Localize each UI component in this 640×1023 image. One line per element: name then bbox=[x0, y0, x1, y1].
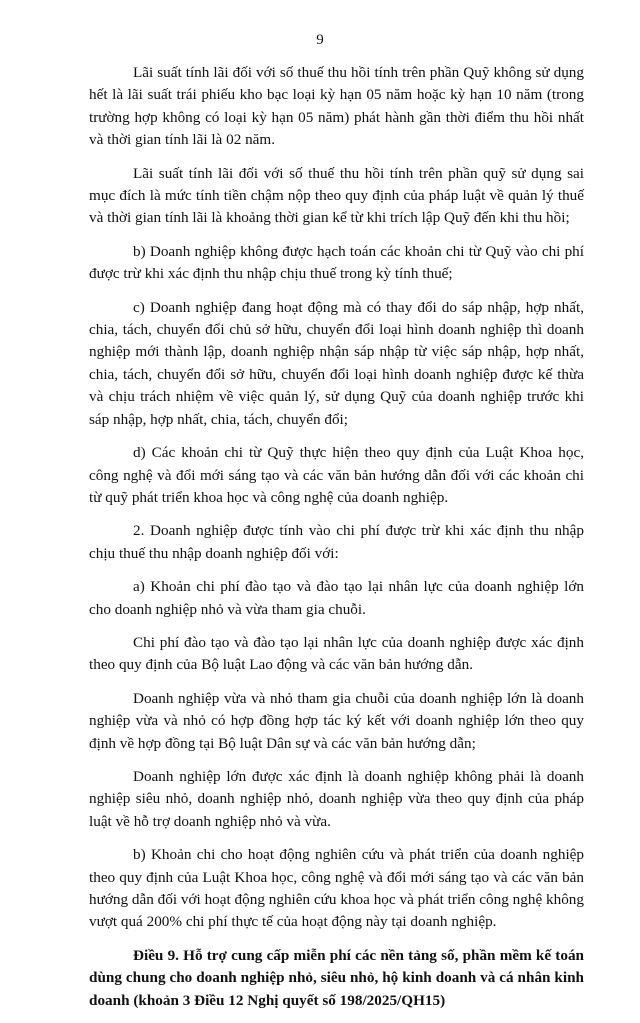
paragraph-interest-rate-unused: Lãi suất tính lãi đối với số thuế thu hồi tính trên phần Quỹ không sử dụng hết là lãi suất trái phiếu kho bạc loại kỳ hạn 05 năm hoặc kỳ hạn 10 năm (trong trường hợp không có loại kỳ hạn 05 năm) phát hành gần thời điểm thu hồi nhất và thời gian tính lãi là 02 năm. bbox=[89, 64, 584, 149]
paragraph-sme-chain-definition: Doanh nghiệp vừa và nhỏ tham gia chuỗi của doanh nghiệp lớn là doanh nghiệp vừa và nhỏ có hợp đồng hợp tác ký kết với doanh nghiệp lớn theo quy định về hợp đồng tại Bộ luật Dân sự và các văn bản hướng dẫn; bbox=[89, 689, 584, 752]
paragraph-d-fund-spending: d) Các khoản chi từ Quỹ thực hiện theo quy định của Luật Khoa học, công nghệ và đổi mới sáng tạo và các văn bản hướng dẫn đối với các khoản chi từ quỹ phát triển khoa học và công nghệ của doanh nghiệp. bbox=[89, 444, 584, 506]
paragraph-b-no-deduction: b) Doanh nghiệp không được hạch toán các khoản chi từ Quỹ vào chi phí được trừ khi xác định thu nhập chịu thuế trong kỳ tính thuế; bbox=[89, 242, 584, 283]
paragraph-c-restructuring: c) Doanh nghiệp đang hoạt động mà có thay đổi do sáp nhập, hợp nhất, chia, tách, chuyển đổi chủ sở hữu, chuyển đổi loại hình doanh nghiệp thì doanh nghiệp mới thành lập, doanh nghiệp nhận sáp nhập từ việc sáp nhập, hợp nhất, chia, tách, chuyển đổi sở hữu, chuyển đổi loại hình doanh nghiệp được kế thừa và chịu trách nhiệm về việc quản lý, sử dụng Quỹ của doanh nghiệp trước khi sáp nhập, hợp nhất, chia, tách, chuyển đổi; bbox=[89, 298, 584, 428]
paragraph-large-enterprise-definition: Doanh nghiệp lớn được xác định là doanh nghiệp không phải là doanh nghiệp siêu nhỏ, doanh nghiệp nhỏ, doanh nghiệp vừa theo quy định của pháp luật về hỗ trợ doanh nghiệp nhỏ và vừa. bbox=[89, 767, 584, 830]
paragraph-b-research-costs: b) Khoản chi cho hoạt động nghiên cứu và phát triển của doanh nghiệp theo quy định của Luật Khoa học, công nghệ và đổi mới sáng tạo và các văn bản hướng dẫn đối với hoạt động nghiên cứu khoa học và phát triển công nghệ không vượt quá 200% chi phí thực tế của hoạt động này tại doanh nghiệp. bbox=[89, 846, 584, 931]
paragraph-training-definition: Chi phí đào tạo và đào tạo lại nhân lực của doanh nghiệp được xác định theo quy định của Bộ luật Lao động và các văn bản hướng dẫn. bbox=[89, 633, 584, 674]
paragraph-interest-rate-misused: Lãi suất tính lãi đối với số thuế thu hồi tính trên phần quỹ sử dụng sai mục đích là mức tính tiền chậm nộp theo quy định của pháp luật về quản lý thuế và thời gian tính lãi là khoảng thời gian kể từ khi trích lập Quỹ đến khi thu hồi; bbox=[89, 164, 584, 227]
document-body bbox=[89, 62, 584, 1023]
page-number: 9 bbox=[316, 32, 324, 48]
paragraph-2-deductible-expenses: 2. Doanh nghiệp được tính vào chi phí được trừ khi xác định thu nhập chịu thuế thu nhập doanh nghiệp đối với: bbox=[89, 522, 584, 562]
article-9-heading: Điều 9. Hỗ trợ cung cấp miễn phí các nền tảng số, phần mềm kế toán dùng chung cho doanh nghiệp nhỏ, siêu nhỏ, hộ kinh doanh và cá nhân kinh doanh (khoản 3 Điều 12 Nghị quyết số 198/2025/QH15) bbox=[89, 946, 584, 1009]
paragraph-a-training-costs: a) Khoản chi phí đào tạo và đào tạo lại nhân lực của doanh nghiệp lớn cho doanh nghiệp nhỏ và vừa tham gia chuỗi. bbox=[89, 578, 584, 618]
